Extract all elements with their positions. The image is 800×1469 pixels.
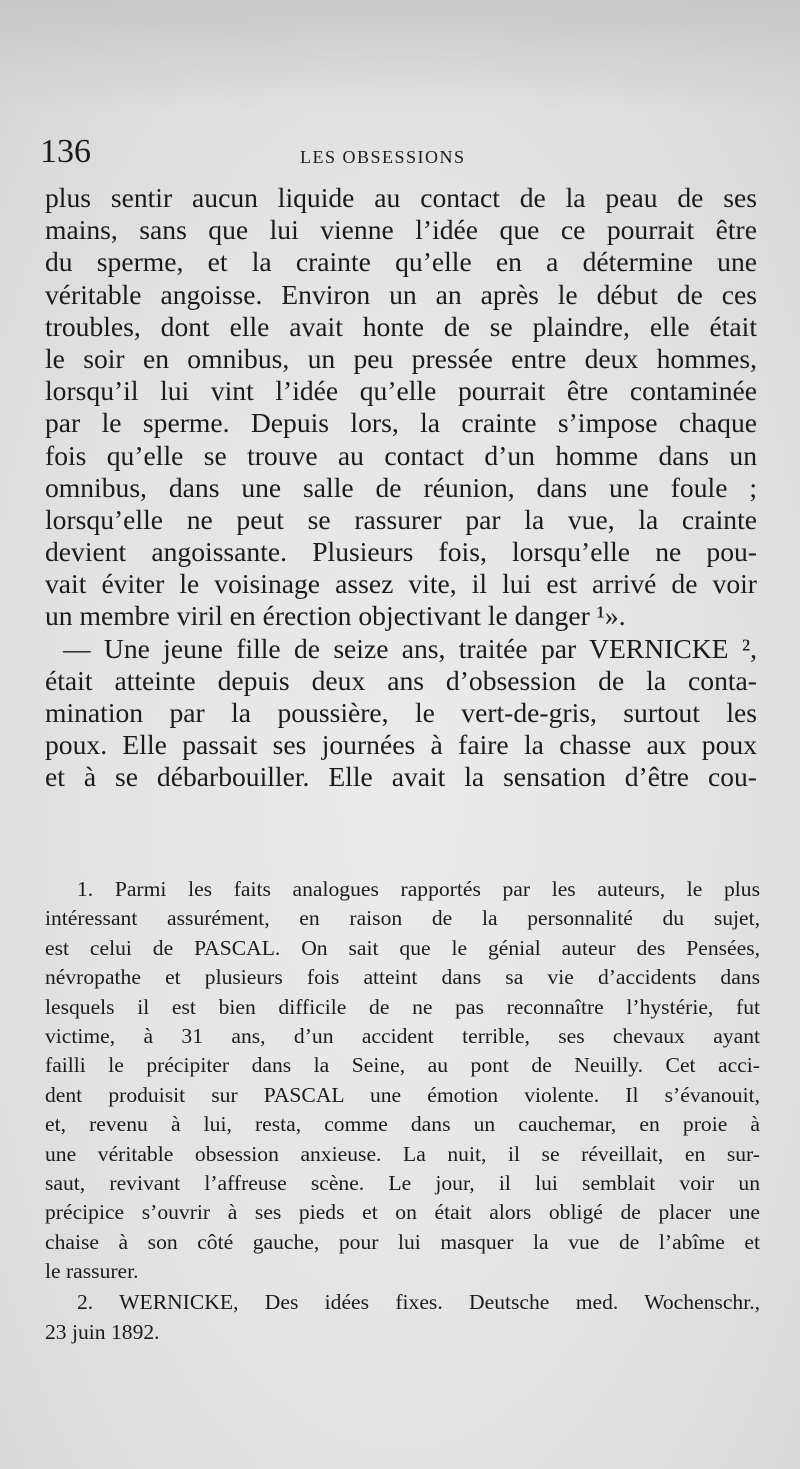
footnote-line: une véritable obsession anxieuse. La nuit, il se réveillait, en sur- [45, 1141, 760, 1166]
footnote-2 [45, 1288, 760, 1347]
footnote-line: victime, à 31 ans, d’un accident terrible, ses chevaux ayant [45, 1023, 760, 1048]
text-line: véritable angoisse. Environ un an après le début de ces [45, 278, 757, 310]
text-line: par le sperme. Depuis lors, la crainte s’impose chaque [45, 407, 757, 439]
text-line: poux. Elle passait ses journées à faire la chasse aux poux [45, 729, 757, 761]
text-line: était atteinte depuis deux ans d’obsession de la conta- [45, 664, 757, 696]
footnote-line: névropathe et plusieurs fois atteint dans sa vie d’accidents dans [45, 965, 760, 990]
text-line: devient angoissante. Plusieurs fois, lorsqu’elle ne pou- [45, 536, 757, 568]
text-line: lorsqu’il lui vint l’idée qu’elle pourrait être contaminée [45, 375, 757, 407]
running-head: LES OBSESSIONS [300, 147, 466, 167]
text-line: mination par la poussière, le vert-de-gris, surtout les [45, 697, 757, 728]
text-line: — Une jeune fille de seize ans, traitée par VERNICKE ², [63, 632, 757, 664]
footnote-line: 23 juin 1892. [45, 1319, 160, 1344]
text-line: omnibus, dans une salle de réunion, dans une foule ; [45, 471, 757, 503]
text-line: mains, sans que lui vienne l’idée que ce pourrait être [45, 214, 757, 246]
text-line: lorsqu’elle ne peut se rassurer par la vue, la crainte [45, 503, 757, 535]
footnote-line: et, revenu à lui, resta, comme dans un cauchemar, en proie à [45, 1112, 760, 1137]
text-line: fois qu’elle se trouve au contact d’un homme dans un [45, 439, 757, 471]
text-line: plus sentir aucun liquide au contact de la peau de ses [45, 182, 757, 213]
page-number: 136 [40, 133, 91, 170]
body-text [45, 182, 757, 794]
text-line: le soir en omnibus, un peu pressée entre deux hommes, [45, 342, 757, 374]
footnote-line: lesquels il est bien difficile de ne pas reconnaître l’hystérie, fut [45, 994, 760, 1019]
footnote-line: 2. WERNICKE, Des idées fixes. Deutsche med. Wochenschr., [77, 1290, 760, 1315]
footnote-line: 1. Parmi les faits analogues rapportés par les auteurs, le plus [77, 877, 760, 901]
footnote-line: failli le précipiter dans la Seine, au pont de Neuilly. Cet acci- [45, 1053, 760, 1078]
text-line: troubles, dont elle avait honte de se plaindre, elle était [45, 310, 757, 342]
text-line: un membre viril en érection objectivant le danger ¹». [45, 600, 626, 632]
footnote-line: est celui de PASCAL. On sait que le génial auteur des Pensées, [45, 935, 760, 960]
footnote-line: dent produisit sur PASCAL une émotion violente. Il s’évanouit, [45, 1082, 760, 1107]
footnote-line: le rassurer. [45, 1259, 139, 1284]
footnote-1 [45, 875, 760, 1286]
text-line: vait éviter le voisinage assez vite, il lui est arrivé de voir [45, 568, 757, 600]
footnotes [45, 875, 760, 1347]
page-shadow [0, 0, 800, 110]
footnote-line: intéressant assurément, en raison de la personnalité du sujet, [45, 906, 760, 931]
text-line: et à se débarbouiller. Elle avait la sensation d’être cou- [45, 761, 757, 793]
text-line: du sperme, et la crainte qu’elle en a détermine une [45, 246, 757, 278]
page-header [40, 128, 760, 172]
footnote-line: précipice s’ouvrir à ses pieds et on était alors obligé de placer une [45, 1200, 760, 1225]
footnote-line: saut, revivant l’affreuse scène. Le jour, il lui semblait voir un [45, 1170, 760, 1195]
footnote-line: chaise à son côté gauche, pour lui masquer la vue de l’abîme et [45, 1229, 760, 1254]
